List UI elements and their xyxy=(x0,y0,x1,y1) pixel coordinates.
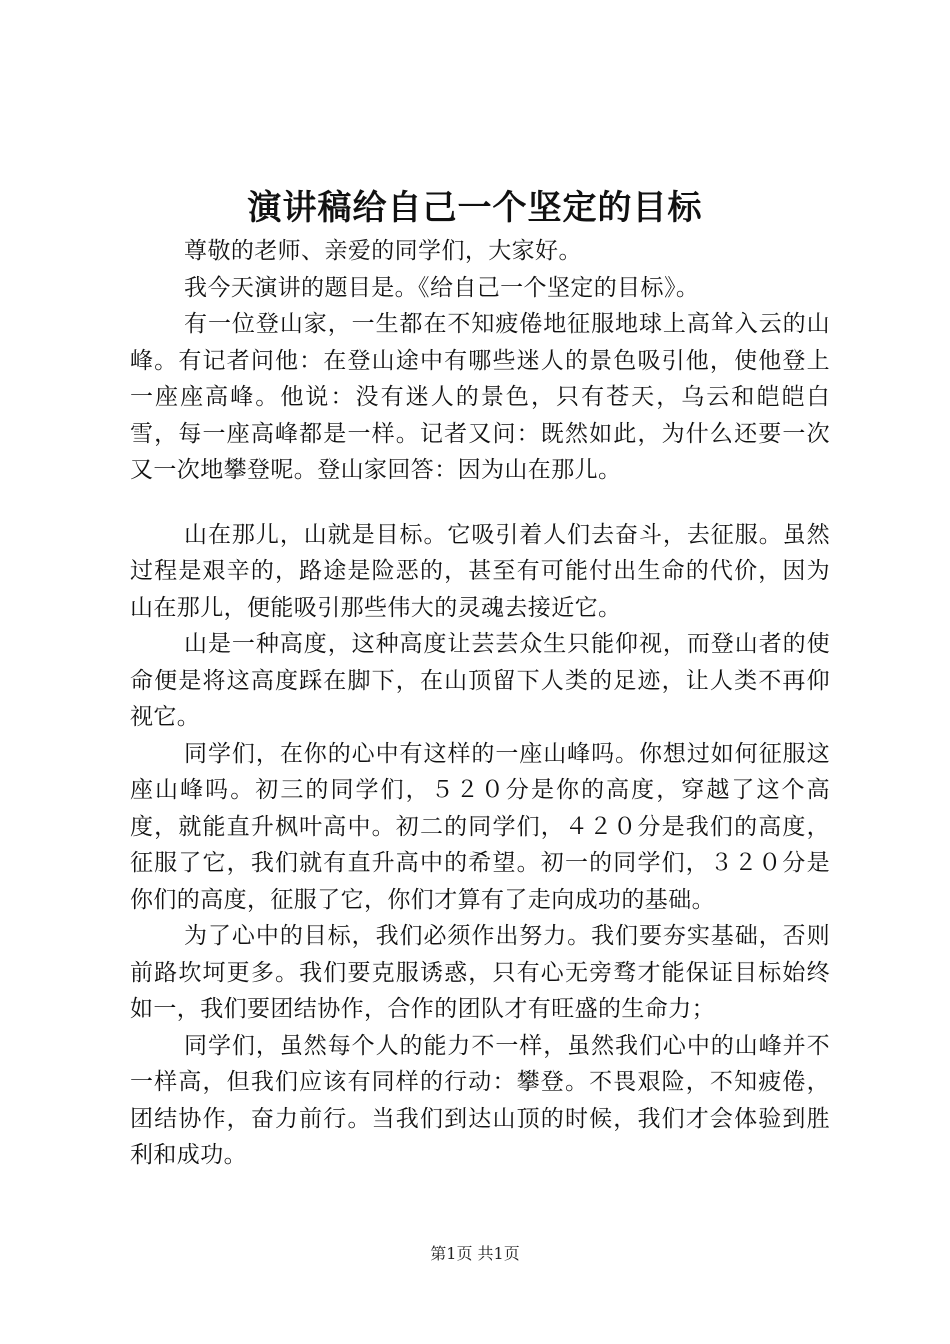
paragraph-effort: 为了心中的目标，我们必须作出努力。我们要夯实基础，否则前路坎坷更多。我们要克服诱惑，只有心无旁骛才能保证目标始终如一，我们要团结协作，合作的团队才有旺盛的生命力； xyxy=(130,923,830,1022)
paragraph-topic: 我今天演讲的题目是。《给自己一个坚定的目标》。 xyxy=(184,274,700,301)
document-title: 演讲稿给自己一个坚定的目标 xyxy=(247,188,703,228)
paragraph-greeting: 尊敬的老师、亲爱的同学们，大家好。 xyxy=(184,238,582,264)
paragraph-mountain-goal: 山在那儿，山就是目标。它吸引着人们去奋斗，去征服。虽然过程是艰辛的，路途是险恶的，甚至有可能付出生命的代价，因为山在那儿，便能吸引那些伟大的灵魂去接近它。 xyxy=(130,521,830,621)
page-number-footer: 第1页 共1页 xyxy=(430,1244,520,1263)
paragraph-mountaineer: 有一位登山家，一生都在不知疲倦地征服地球上高耸入云的山峰。有记者问他：在登山途中有哪些迷人的景色吸引他，使他登上一座座高峰。他说：没有迷人的景色，只有苍天，乌云和皑皑白雪，每一座高峰都是一样。记者又问：既然如此，为什么还要一次又一次地攀登呢。登山家回答：因为山在那儿。 xyxy=(130,311,830,483)
paragraph-conclusion: 同学们，虽然每个人的能力不一样，虽然我们心中的山峰并不一样高，但我们应该有同样的行动：攀登。不畏艰险，不知疲倦，团结协作，奋力前行。当我们到达山顶的时候，我们才会体验到胜利和成功。 xyxy=(130,1032,830,1168)
paragraph-mountain-height: 山是一种高度，这种高度让芸芸众生只能仰视，而登山者的使命便是将这高度踩在脚下，在山顶留下人类的足迹，让人类不再仰视它。 xyxy=(130,631,830,730)
document-body xyxy=(130,233,830,1174)
paragraph-scores: 同学们，在你的心中有这样的一座山峰吗。你想过如何征服这座山峰吗。初三的同学们，５２０分是你的高度，穿越了这个高度，就能直升枫叶高中。初二的同学们，４２０分是我们的高度，征服了它，我们就有直升高中的希望。初一的同学们，３２０分是你们的高度，征服了它，你们才算有了走向成功的基础。 xyxy=(130,740,830,913)
